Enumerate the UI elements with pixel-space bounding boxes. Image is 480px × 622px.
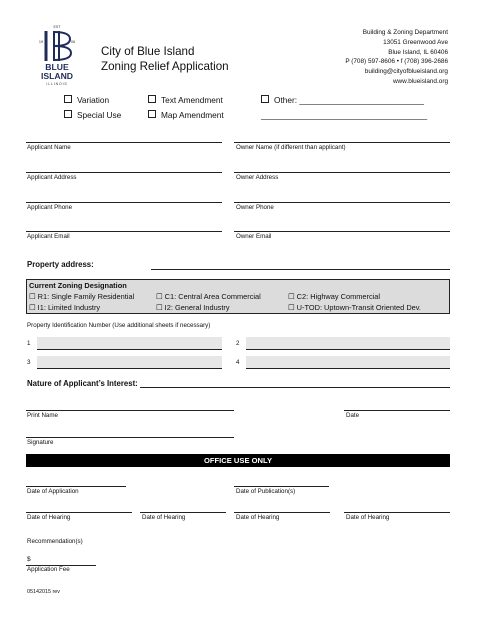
pin-field-1[interactable] bbox=[37, 337, 222, 349]
date-hearing-line-3[interactable] bbox=[234, 512, 330, 513]
checkbox-label: Other: ___________________________ bbox=[274, 95, 424, 105]
contact-phone: P (708) 597-8606 • f (708) 396-2686 bbox=[345, 58, 448, 66]
checkbox-map-amendment[interactable] bbox=[148, 110, 224, 120]
pin-number-3: 3 bbox=[27, 359, 31, 366]
zoning-option-r1[interactable]: ☐ R1: Single Family Residential bbox=[29, 292, 135, 301]
date-hearing-line-4[interactable] bbox=[344, 512, 450, 513]
application-fee-label: Application Fee bbox=[27, 566, 70, 573]
owner-email-label: Owner Email bbox=[236, 233, 272, 240]
date-hearing-label-2: Date of Hearing bbox=[142, 514, 186, 521]
pin-label: Property Identification Number (Use additional sheets if necessary) bbox=[27, 322, 211, 329]
checkbox-box[interactable] bbox=[148, 95, 156, 103]
pin-line-4 bbox=[246, 368, 450, 369]
date-publication-line[interactable] bbox=[234, 486, 329, 487]
checkbox-box[interactable] bbox=[148, 110, 156, 118]
print-name-line[interactable] bbox=[26, 410, 234, 411]
owner-email-line[interactable] bbox=[234, 231, 450, 232]
recommendation-label: Recommendation(s) bbox=[27, 538, 83, 545]
pin-line-3 bbox=[37, 368, 222, 369]
zoning-heading: Current Zoning Designation bbox=[29, 281, 127, 290]
date-application-label: Date of Application bbox=[27, 488, 79, 495]
form-title bbox=[101, 44, 229, 74]
owner-address-line[interactable] bbox=[234, 172, 450, 173]
date-line[interactable] bbox=[344, 410, 450, 411]
checkbox-box[interactable] bbox=[64, 95, 72, 103]
pin-number-1: 1 bbox=[27, 340, 31, 347]
date-hearing-label-1: Date of Hearing bbox=[27, 514, 71, 521]
checkbox-variation[interactable] bbox=[64, 95, 109, 105]
title-city: City of Blue Island bbox=[101, 45, 195, 58]
owner-name-label: Owner Name (if different than applicant) bbox=[236, 144, 346, 151]
contact-street: 13051 Greenwood Ave bbox=[383, 38, 448, 46]
zoning-option-c1[interactable]: ☐ C1: Central Area Commercial bbox=[156, 292, 261, 301]
date-application-line[interactable] bbox=[26, 486, 126, 487]
pin-field-3[interactable] bbox=[37, 356, 222, 368]
property-address-line[interactable] bbox=[151, 269, 450, 270]
signature-label: Signature bbox=[27, 439, 54, 446]
checkbox-other[interactable] bbox=[261, 95, 424, 105]
title-form: Zoning Relief Application bbox=[101, 60, 229, 73]
checkbox-label: Map Amendment bbox=[161, 110, 224, 120]
contact-city: Blue Island, IL 60406 bbox=[388, 48, 448, 56]
owner-phone-line[interactable] bbox=[234, 202, 450, 203]
date-hearing-line-2[interactable] bbox=[140, 512, 226, 513]
date-hearing-label-4: Date of Hearing bbox=[346, 514, 390, 521]
checkbox-label: Special Use bbox=[77, 110, 122, 120]
checkbox-text-amendment[interactable] bbox=[148, 95, 223, 105]
applicant-address-label: Applicant Address bbox=[27, 174, 77, 181]
logo-year-left: 19 bbox=[38, 40, 44, 44]
pin-line-1 bbox=[37, 349, 222, 350]
pin-field-2[interactable] bbox=[246, 337, 450, 349]
office-use-banner: OFFICE USE ONLY bbox=[26, 454, 450, 467]
applicant-name-label: Applicant Name bbox=[27, 144, 71, 151]
logo-word-island: ISLAND bbox=[41, 71, 73, 81]
logo-est: EST bbox=[53, 25, 61, 29]
date-label: Date bbox=[346, 412, 360, 419]
checkbox-special-use[interactable] bbox=[64, 110, 121, 120]
revision-code: 05142015 rev bbox=[27, 589, 60, 595]
checkbox-label: Text Amendment bbox=[161, 95, 223, 105]
pin-number-4: 4 bbox=[236, 359, 240, 366]
checkbox-label: Variation bbox=[77, 95, 110, 105]
contact-web: www.blueisland.org bbox=[392, 77, 448, 85]
logo-word-illinois: ILLINOIS bbox=[46, 82, 68, 86]
contact-block bbox=[345, 28, 448, 87]
fee-dollar-sign: $ bbox=[27, 556, 31, 563]
applicant-email-label: Applicant Email bbox=[27, 233, 70, 240]
interest-line[interactable] bbox=[140, 387, 450, 388]
contact-dept: Building & Zoning Department bbox=[362, 29, 448, 36]
logo-word-blue: BLUE bbox=[45, 62, 69, 72]
signature-line[interactable] bbox=[26, 437, 234, 438]
applicant-name-line[interactable] bbox=[26, 142, 222, 143]
date-hearing-line-1[interactable] bbox=[26, 512, 132, 513]
zoning-option-i2[interactable]: ☐ I2: General Industry bbox=[156, 303, 230, 312]
owner-address-label: Owner Address bbox=[236, 174, 279, 181]
checkbox-box[interactable] bbox=[64, 110, 72, 118]
applicant-phone-line[interactable] bbox=[26, 202, 222, 203]
applicant-phone-label: Applicant Phone bbox=[27, 204, 73, 211]
logo-year-right: 06 bbox=[70, 40, 76, 44]
owner-name-line[interactable] bbox=[234, 142, 450, 143]
applicant-address-line[interactable] bbox=[26, 172, 222, 173]
owner-phone-label: Owner Phone bbox=[236, 204, 274, 211]
pin-line-2 bbox=[246, 349, 450, 350]
date-publication-label: Date of Publication(s) bbox=[236, 488, 296, 495]
pin-number-2: 2 bbox=[236, 340, 240, 347]
other-description-line[interactable]: ____________________________________ bbox=[261, 110, 428, 120]
zoning-option-c2[interactable]: ☐ C2: Highway Commercial bbox=[288, 292, 381, 301]
pin-field-4[interactable] bbox=[246, 356, 450, 368]
checkbox-box[interactable] bbox=[261, 95, 269, 103]
date-hearing-label-3: Date of Hearing bbox=[236, 514, 280, 521]
applicant-email-line[interactable] bbox=[26, 231, 222, 232]
interest-label: Nature of Applicant’s Interest: bbox=[27, 379, 138, 388]
zoning-option-utod[interactable]: ☐ U-TOD: Uptown-Transit Oriented Dev. bbox=[288, 303, 421, 312]
city-logo bbox=[26, 20, 88, 88]
property-address-label: Property address: bbox=[27, 260, 94, 269]
print-name-label: Print Name bbox=[27, 412, 58, 419]
zoning-option-i1[interactable]: ☐ I1: Limited Industry bbox=[29, 303, 101, 312]
contact-email: building@cityofblueisland.org bbox=[364, 68, 448, 76]
